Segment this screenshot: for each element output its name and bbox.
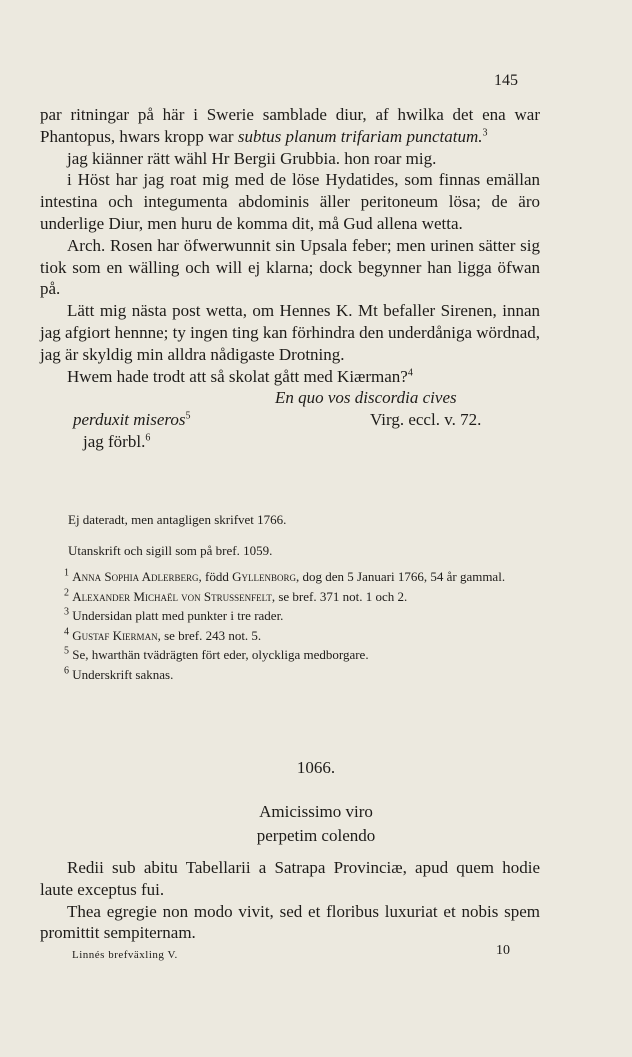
quote-text-2: perduxit miseros — [73, 410, 186, 430]
footnote-2 — [64, 587, 540, 607]
closing-wrap — [83, 431, 150, 453]
footnote-3-text: Undersidan platt med punkter i tre rader. — [72, 608, 284, 624]
footnote-5 — [64, 645, 540, 665]
footnote-1-name: Anna Sophia Adlerberg — [72, 569, 199, 584]
editorial-notes — [40, 510, 540, 571]
footnote-ref-5: 5 — [185, 410, 191, 422]
footnote-4-num: 4 — [64, 626, 69, 638]
paragraph-3: i Höst har jag roat mig med de löse Hydatides, som finnas emällan intestina och integumenta abdominis äller peritoneum lösa; de äro underlige Diur, men huru de komma dit, må Gud allena wetta. — [40, 170, 540, 233]
paragraph-4: Arch. Rosen har öfwerwunnit sin Upsala feber; men urinen sätter sig tiok som en wälling och will ej klarna; dock begynner han ligga öfwan på. — [40, 235, 540, 299]
footnote-2-text: , se bref. 371 not. 1 och 2. — [271, 588, 408, 604]
footnote-1-name2: Gyllenborg — [232, 569, 297, 584]
footnote-3-num: 3 — [64, 606, 69, 618]
address-line-1: Amicissimo viro — [259, 802, 373, 821]
address-line-2: perpetim colendo — [256, 826, 376, 845]
footnote-2-name: Alexander Michaël von Strussenfelt — [72, 588, 272, 604]
footnote-6 — [64, 665, 540, 685]
paragraph-6 — [40, 366, 540, 388]
footnote-1-text2: , dog den 5 Januari 1766, 54 år gammal. — [296, 569, 506, 584]
editorial-line-1: Ej dateradt, men antagligen skrifvet 1766. — [68, 512, 287, 527]
quote-source: Virg. eccl. v. 72. — [370, 410, 482, 430]
closing-line — [40, 431, 540, 453]
main-text — [40, 104, 540, 453]
letter-paragraph-1: Redii sub abitu Tabellarii a Satrapa Provinciæ, apud quem hodie laute exceptus fui. — [40, 858, 540, 899]
footnote-ref-6: 6 — [145, 432, 151, 444]
footnote-6-text: Underskrift saknas. — [72, 666, 174, 682]
footnote-1-num: 1 — [64, 567, 69, 579]
quote-line-1 — [40, 387, 540, 409]
signature-mark: Linnés brefväxling V. — [72, 949, 178, 961]
footnote-5-num: 5 — [64, 646, 69, 658]
footnote-2-num: 2 — [64, 587, 69, 599]
page-number: 145 — [494, 72, 518, 89]
footnote-4-text: , se bref. 243 not. 5. — [157, 627, 262, 643]
footnote-4 — [64, 626, 540, 646]
latin-phrase: subtus planum trifariam punctatum. — [237, 126, 483, 146]
footnotes — [40, 567, 540, 685]
quote-text-1: En quo vos discordia cives — [275, 388, 457, 408]
quote-text-2-wrap — [73, 409, 191, 431]
letter-number: 1066. — [296, 758, 336, 777]
sheet-number: 10 — [496, 943, 510, 958]
editorial-line-2: Utanskrift och sigill som på bref. 1059. — [68, 542, 273, 558]
footnote-ref-4: 4 — [407, 366, 413, 378]
paragraph-1 — [40, 104, 540, 148]
footnote-3 — [64, 606, 540, 626]
paragraph-6-text: Hwem hade trodt att så skolat gått med Kiærman? — [67, 366, 408, 386]
paragraph-2: jag kiänner rätt wähl Hr Bergii Grubbia. hon roar mig. — [67, 148, 437, 168]
footnote-ref-3: 3 — [482, 127, 488, 139]
paragraph-1-text: par ritningar på här i Swerie samblade diur, af hwilka det ena war Phantopus, hwars kropp war — [40, 105, 540, 146]
footnote-1 — [40, 567, 540, 587]
footnote-5-text: Se, hwarthän tvädrägten fört eder, olyckliga medborgare. — [72, 647, 369, 663]
footnote-1-text: , född — [198, 569, 233, 584]
letter-paragraph-2: Thea egregie non modo vivit, sed et floribus luxuriat et nobis spem promittit sempiternam. — [40, 901, 540, 943]
quote-line-2 — [40, 409, 540, 431]
closing-text: jag förbl. — [83, 432, 146, 452]
footnote-6-num: 6 — [64, 665, 69, 677]
paragraph-5: Lätt mig nästa post wetta, om Hennes K. Mt befaller Sirenen, innan jag afgiort hennne; ty ingen ting kan förhindra den underdåniga wördnad, jag är skyldig min alldra nådigaste Drotning. — [40, 301, 540, 364]
letter-text — [40, 857, 540, 944]
footnote-4-name: Gustaf Kierman — [72, 627, 158, 643]
